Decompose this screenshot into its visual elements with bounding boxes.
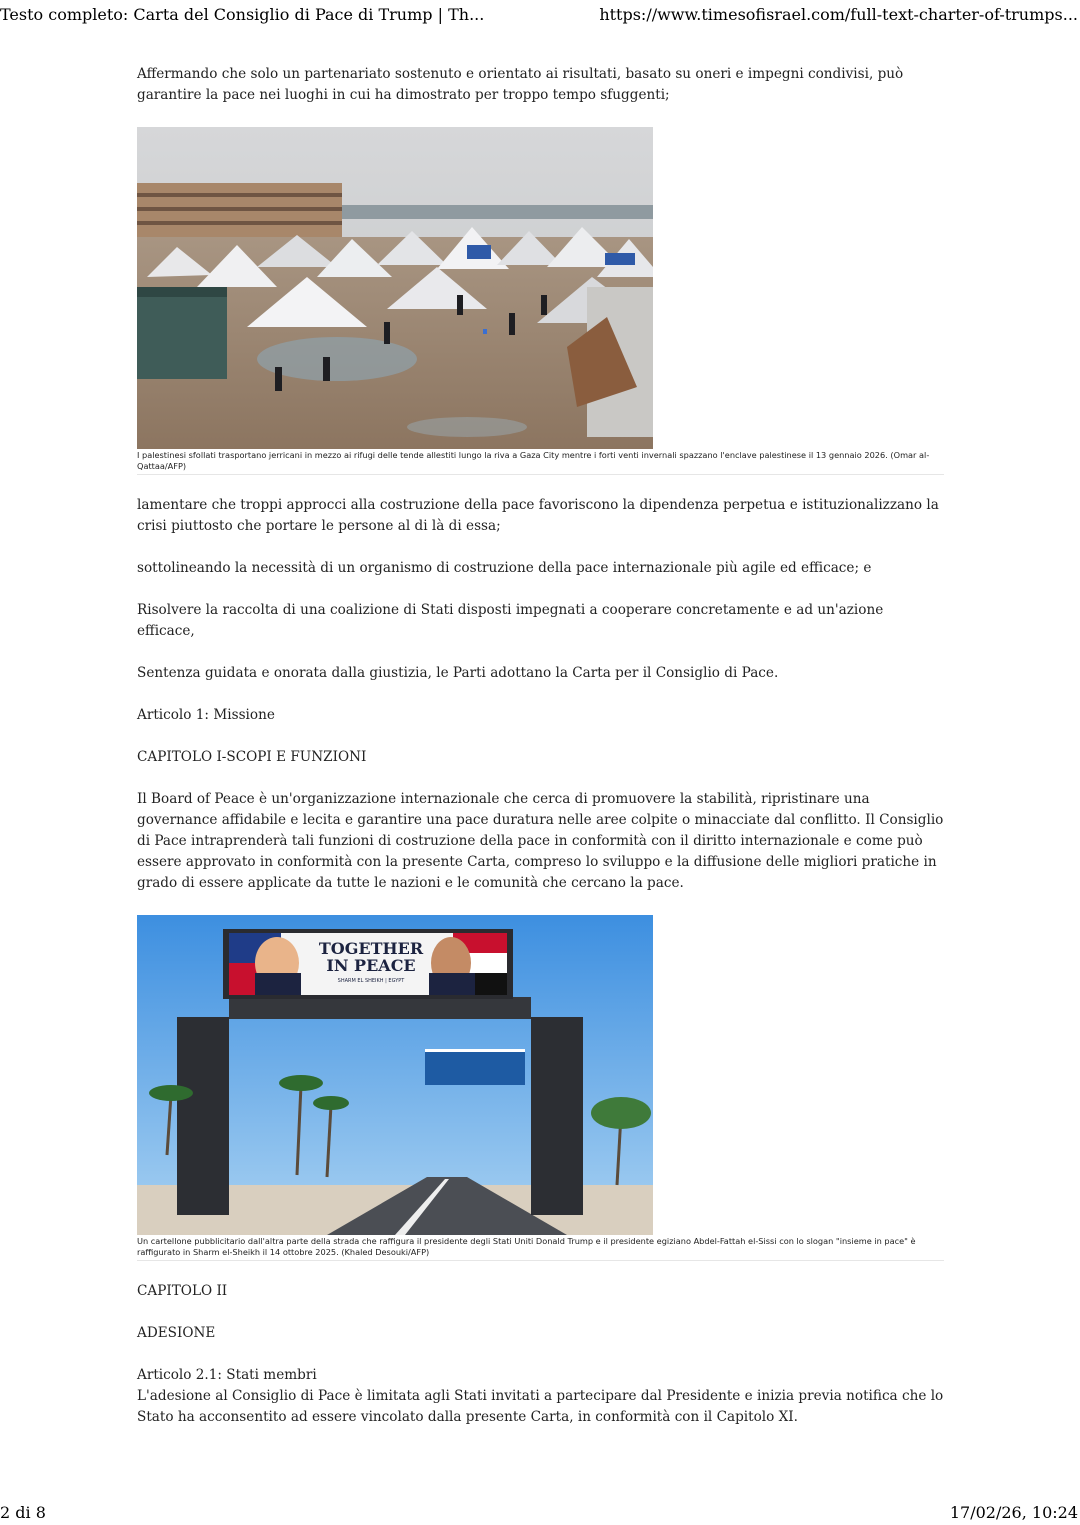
print-footer [0, 1503, 1080, 1525]
heading-articolo-1: Articolo 1: Missione [137, 707, 275, 723]
gaza-tent-camp-photo [137, 127, 653, 449]
paragraph-affermando: Affermando che solo un partenariato sostenuto e orientato ai risultati, basato su oneri e impegni condivisi, può garantire la pace nei luoghi in cui ha dimostrato per troppo tempo sfuggenti; [137, 66, 904, 103]
print-datetime: 17/02/26, 10:24 [949, 1503, 1078, 1522]
sharm-billboard-photo [137, 915, 653, 1235]
billboard-line2: IN PEACE [326, 956, 416, 975]
print-header [0, 0, 1080, 30]
paragraph-board-of-peace: Il Board of Peace è un'organizzazione internazionale che cerca di promuovere la stabilità, ripristinare una governance affidabile e lecita e garantire una pace duratura nelle aree colpite o minacciate dal conflitto. Il Consiglio di Pace intraprenderà tali funzioni di costruzione della pace in conformità con il diritto internazionale e come può essere approvato in conformità con la presente Carta, compreso lo sviluppo e la diffusione delle migliori pratiche in grado di essere applicate da tutte le nazioni e le comunità che cercano la pace. [137, 791, 944, 891]
print-header-title: Testo completo: Carta del Consiglio di Pace di Trump | Th... [0, 5, 485, 24]
page-number: 2 di 8 [0, 1503, 46, 1522]
paragraph-lamentare: lamentare che troppi approcci alla costruzione della pace favoriscono la dipendenza perpetua e istituzionalizzano la crisi piuttosto che portare le persone al di là di essa; [137, 497, 939, 534]
figure-sharm [137, 915, 944, 1261]
paragraph-sentenza: Sentenza guidata e onorata dalla giustizia, le Parti adottano la Carta per il Consiglio di Pace. [137, 665, 779, 681]
figure-sharm-caption: Un cartellone pubblicitario dall'altra parte della strada che raffigura il presidente degli Stati Uniti Donald Trump e il presidente egiziano Abdel-Fattah el-Sissi con lo slogan "insieme in pace" è raffigurato in Sharm el-Sheikh il 14 ottobre 2025. (Khaled Desouki/AFP) [137, 1235, 944, 1261]
paragraph-sottolineando: sottolineando la necessità di un organismo di costruzione della pace internazionale più agile ed efficace; e [137, 560, 872, 576]
heading-capitolo-2: CAPITOLO II [137, 1283, 228, 1299]
billboard-line1: TOGETHER [318, 939, 424, 958]
paragraph-risolvere: Risolvere la raccolta di una coalizione di Stati disposti impegnati a cooperare concretamente e ad un'azione efficace, [137, 602, 884, 639]
heading-capitolo-1: CAPITOLO I-SCOPI E FUNZIONI [137, 749, 367, 765]
figure-gaza [137, 127, 944, 475]
article-content [137, 64, 944, 1449]
billboard-sub: SHARM EL SHEIKH | EGYPT [337, 978, 405, 984]
figure-gaza-caption: I palestinesi sfollati trasportano jerricani in mezzo ai rifugi delle tende allestiti lungo la riva a Gaza City mentre i forti venti invernali spazzano l'enclave palestinese il 13 gennaio 2026. (Omar al-Qattaa/AFP) [137, 449, 944, 475]
print-header-url: https://www.timesofisrael.com/full-text-charter-of-trumps... [599, 5, 1078, 24]
paragraph-adesione: L'adesione al Consiglio di Pace è limitata agli Stati invitati a partecipare dal Presidente e inizia previa notifica che lo Stato ha acconsentito ad essere vincolato dalla presente Carta, in conformità con il Capitolo XI. [137, 1388, 944, 1425]
heading-adesione: ADESIONE [137, 1325, 216, 1341]
heading-articolo-2-1: Articolo 2.1: Stati membri [137, 1367, 317, 1383]
